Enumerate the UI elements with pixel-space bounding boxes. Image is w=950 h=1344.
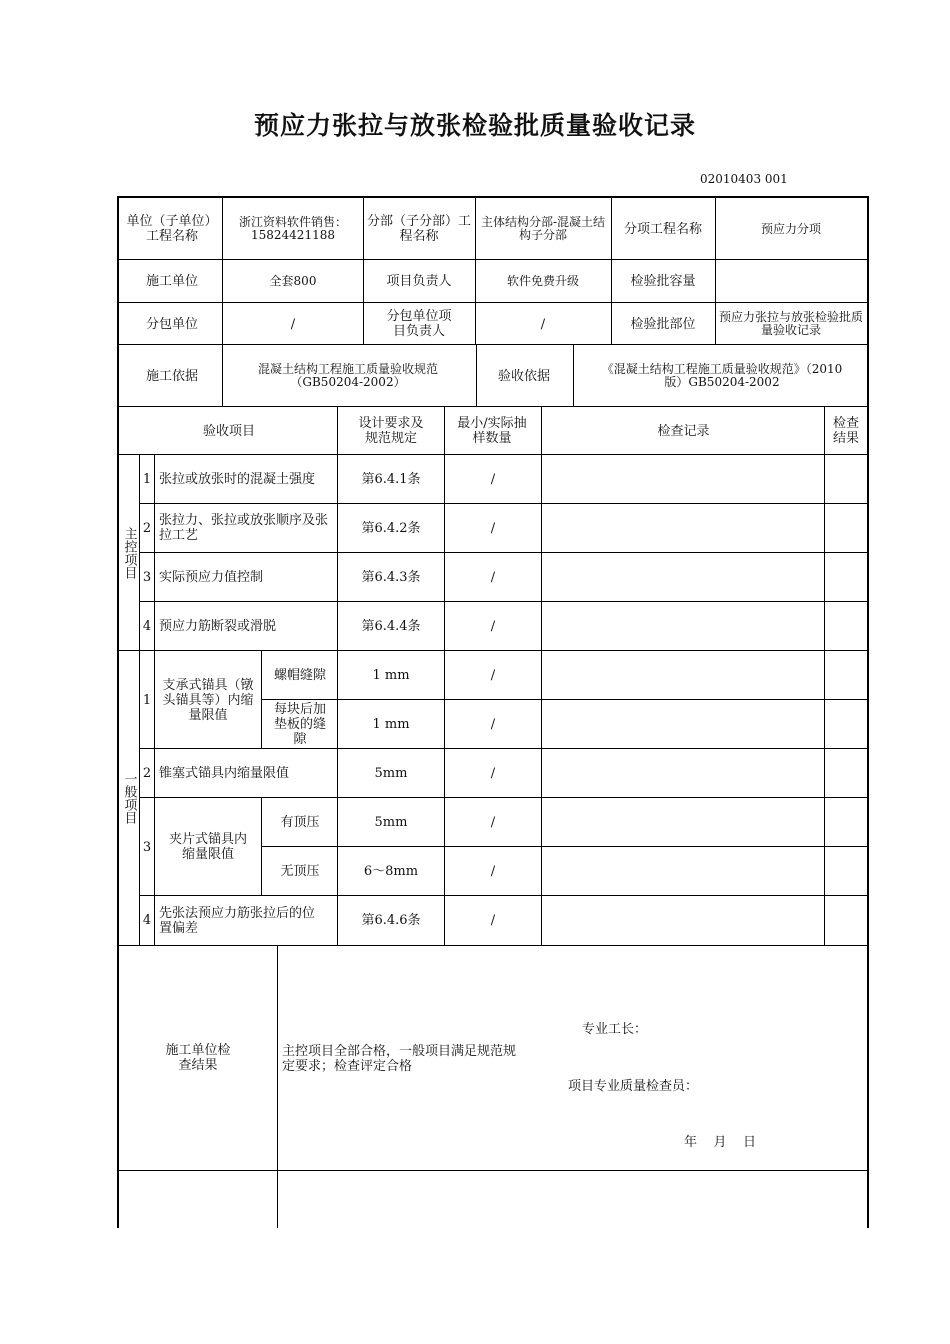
main-item-sample: / [490, 471, 496, 487]
inspector-label: 项目专业质量检查员： [568, 1079, 699, 1094]
check-result-label: 施工单位检查结果 [165, 1043, 231, 1073]
unit-value: 浙江资料软件销售：15824421188 [238, 215, 347, 242]
general-item-no: 2 [142, 766, 152, 781]
pm-label: 项目负责人 [386, 273, 452, 289]
subitem-value: 预应力分项 [760, 221, 821, 236]
grid-line [117, 1170, 869, 1171]
general-sub-item: 每块后加垫板的缝隙 [273, 702, 326, 747]
general-item-name: 先张法预应力筋张拉后的位置偏差 [159, 905, 316, 936]
main-item-sample: / [490, 569, 496, 585]
general-item-design: 1 mm [372, 668, 410, 683]
contractor-label: 施工单位 [145, 273, 198, 289]
check-result-text: 主控项目全部合格，一般项目满足规范规定要求；检查评定合格 [282, 1044, 517, 1074]
main-item-design: 第6.4.2条 [361, 520, 421, 536]
general-item-sample: / [490, 864, 496, 879]
col-design: 设计要求及规范规定 [358, 416, 424, 446]
part-value: 预应力张拉与放张检验批质量验收记录 [718, 310, 863, 337]
general-group-label: 一般项目 [121, 772, 137, 824]
general-sub-item: 螺帽缝隙 [273, 668, 326, 683]
col-record: 检查记录 [657, 423, 710, 439]
main-item-no: 4 [142, 618, 152, 634]
basis-label: 施工依据 [145, 368, 198, 384]
main-group-label: 主控项目 [121, 527, 137, 579]
main-item-no: 3 [142, 569, 152, 585]
grid-line [222, 344, 223, 406]
general-item-name: 锥塞式锚具内缩量限值 [159, 766, 290, 781]
date-label: 年 月 日 [684, 1135, 757, 1150]
col-item: 验收项目 [202, 423, 255, 439]
page-title: 预应力张拉与放张检验批质量验收记录 [253, 111, 696, 140]
general-item-design: 5mm [374, 766, 408, 781]
capacity-value [716, 260, 866, 302]
main-item-name: 预应力筋断裂或滑脱 [159, 618, 277, 634]
subitem-label: 分项工程名称 [623, 221, 702, 237]
main-item-name: 张拉或放张时的混凝土强度 [159, 471, 316, 487]
col-result: 检查结果 [832, 416, 859, 446]
main-item-design: 第6.4.4条 [361, 618, 421, 634]
general-item-no: 3 [142, 839, 152, 855]
unit-label: 单位（子单位）工程名称 [126, 214, 218, 244]
division-value: 主体结构分部-混凝土结构子分部 [480, 215, 606, 242]
basis-value: 混凝土结构工程施工质量验收规范（GB50204-2002） [257, 362, 438, 389]
general-item-design: 5mm [374, 815, 408, 830]
part-label: 检验批部位 [630, 316, 696, 332]
sub-unit-value: / [290, 316, 296, 332]
main-item-no: 2 [142, 520, 152, 536]
general-item-design: 第6.4.6条 [361, 913, 421, 928]
grid-line [541, 406, 542, 945]
main-item-no: 1 [142, 471, 152, 487]
main-item-name: 实际预应力值控制 [159, 569, 264, 585]
general-item-sample: / [490, 717, 496, 732]
grid-line [573, 344, 574, 406]
main-item-sample: / [490, 520, 496, 536]
accept-basis-label: 验收依据 [497, 368, 550, 384]
grid-line [867, 196, 869, 1228]
sub-unit-label: 分包单位 [145, 316, 198, 332]
grid-line [222, 196, 223, 344]
general-item-sample: / [490, 766, 496, 781]
general-sub-item: 无顶压 [280, 864, 320, 879]
accept-basis-value: 《混凝土结构工程施工质量验收规范》（2010版）GB50204-2002 [601, 362, 843, 389]
pm-value: 软件免费升级 [506, 273, 579, 288]
general-item-sample: / [490, 913, 496, 928]
general-item-design: 6～8mm [363, 864, 419, 879]
general-item-no: 1 [142, 692, 152, 708]
col-sample: 最小/实际抽样数量 [457, 416, 527, 446]
general-item-name: 支承式锚具（镦头锚具等）内缩量限值 [162, 677, 254, 723]
main-item-design: 第6.4.3条 [361, 569, 421, 585]
general-item-name: 夹片式锚具内缩量限值 [168, 832, 247, 862]
grid-line [277, 945, 278, 1228]
main-item-sample: / [490, 618, 496, 634]
document-number: 02010403 001 [700, 172, 788, 186]
general-item-design: 1 mm [372, 717, 410, 732]
general-item-sample: / [490, 668, 496, 683]
main-item-name: 张拉力、张拉或放张顺序及张拉工艺 [159, 513, 329, 543]
sub-pm-label: 分包单位项目负责人 [386, 309, 452, 339]
general-item-no: 4 [142, 913, 152, 928]
sub-pm-value: / [540, 316, 546, 332]
main-item-design: 第6.4.1条 [361, 471, 421, 487]
capacity-label: 检验批容量 [630, 273, 696, 289]
grid-line [824, 406, 825, 945]
general-sub-item: 有顶压 [280, 815, 320, 830]
foreman-label: 专业工长： [582, 1022, 648, 1037]
contractor-value: 全套800 [269, 273, 317, 288]
division-label: 分部（子分部）工程名称 [366, 214, 471, 244]
general-item-sample: / [490, 815, 496, 830]
